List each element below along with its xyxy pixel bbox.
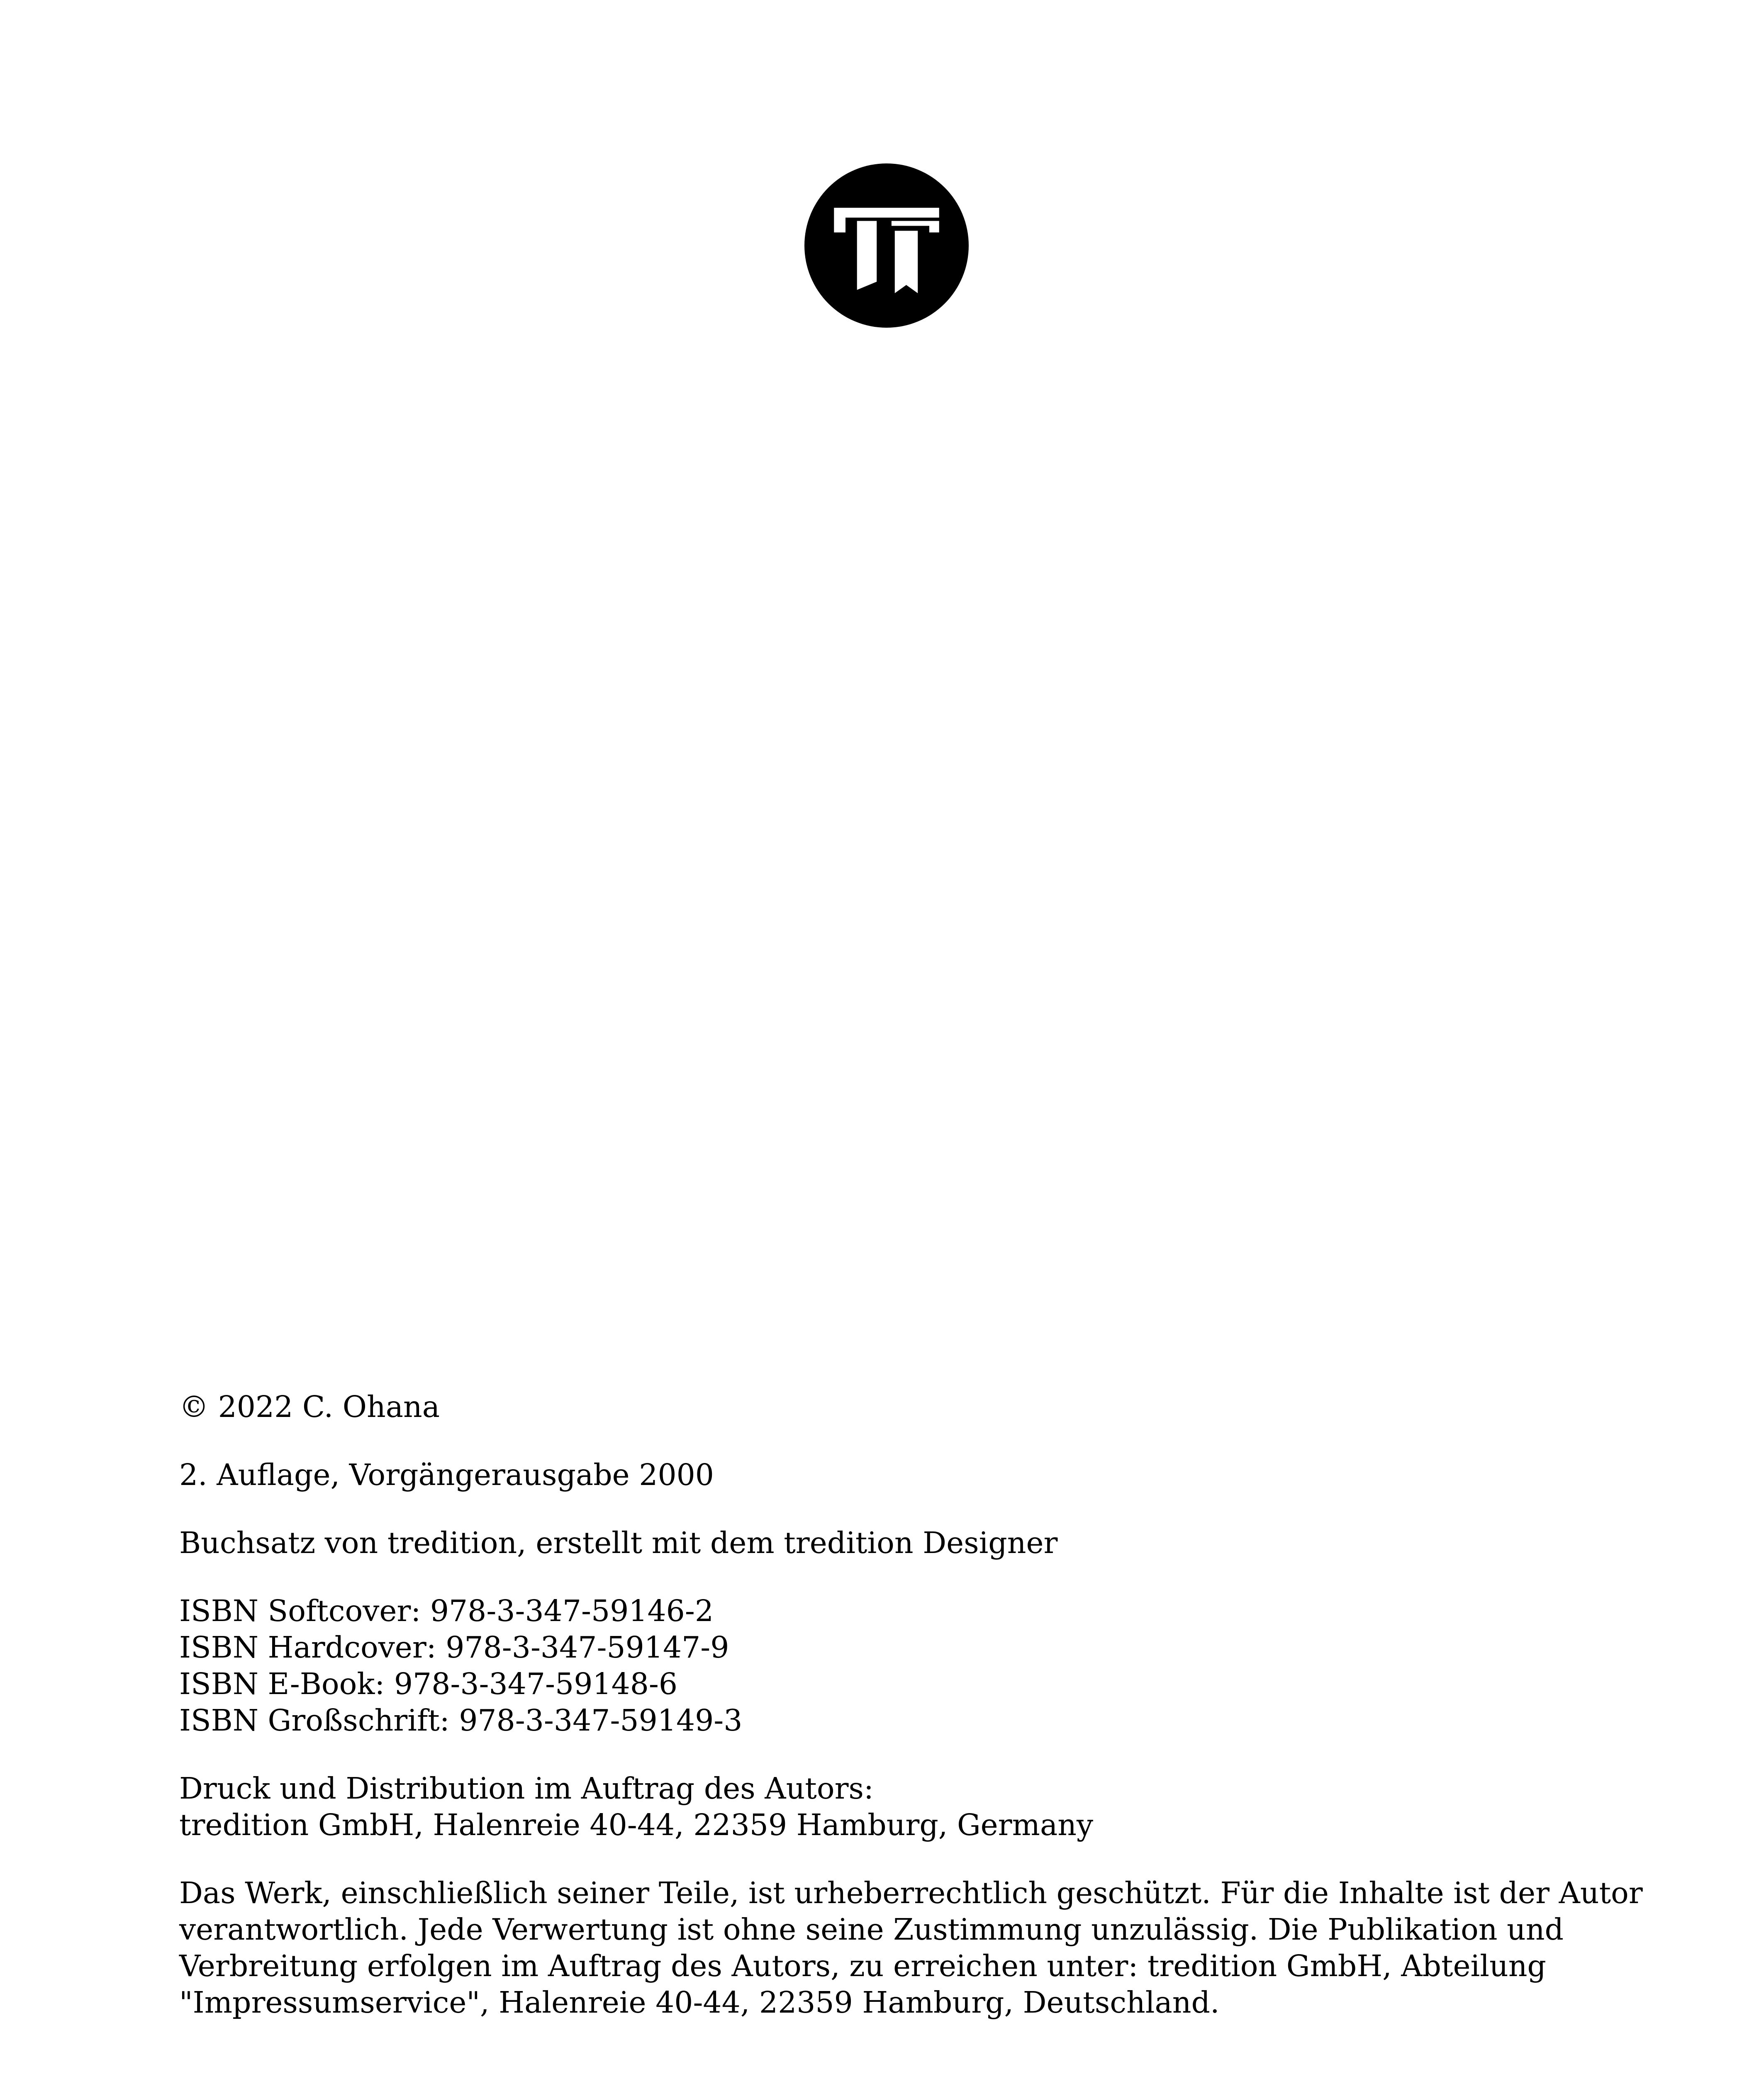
legal-notice: [179, 1875, 1643, 2021]
isbn-list: [179, 1593, 1631, 1739]
legal-line: "Impressumservice", Halenreie 40-44, 22359 Hamburg, Deutschland.: [179, 1985, 1220, 2020]
tredition-logo-icon: [804, 163, 969, 328]
isbn-large-print: ISBN Großschrift: 978-3-347-59149-3: [179, 1703, 743, 1738]
isbn-ebook: ISBN E-Book: 978-3-347-59148-6: [179, 1667, 678, 1701]
edition-line: 2. Auflage, Vorgängerausgabe 2000: [179, 1458, 714, 1492]
isbn-softcover: ISBN Softcover: 978-3-347-59146-2: [179, 1594, 714, 1628]
legal-line: verantwortlich. Jede Verwertung ist ohne seine Zustimmung unzulässig. Die Publikation und: [179, 1912, 1564, 1947]
isbn-hardcover: ISBN Hardcover: 978-3-347-59147-9: [179, 1630, 729, 1665]
typesetting-line: Buchsatz von tredition, erstellt mit dem tredition Designer: [179, 1526, 1058, 1560]
distribution-line: Druck und Distribution im Auftrag des Autors:: [179, 1771, 874, 1806]
legal-line: Verbreitung erfolgen im Auftrag des Autors, zu erreichen unter: tredition GmbH, Abteilung: [179, 1949, 1546, 1983]
distribution-block: [179, 1770, 1631, 1843]
imprint-block: [179, 1389, 1643, 2021]
legal-line: Das Werk, einschließlich seiner Teile, ist urheberrechtlich geschützt. Für die Inhalte ist der Autor: [179, 1876, 1643, 1910]
copyright-line: © 2022 C. Ohana: [179, 1390, 440, 1424]
publisher-address: tredition GmbH, Halenreie 40-44, 22359 Hamburg, Germany: [179, 1808, 1094, 1842]
